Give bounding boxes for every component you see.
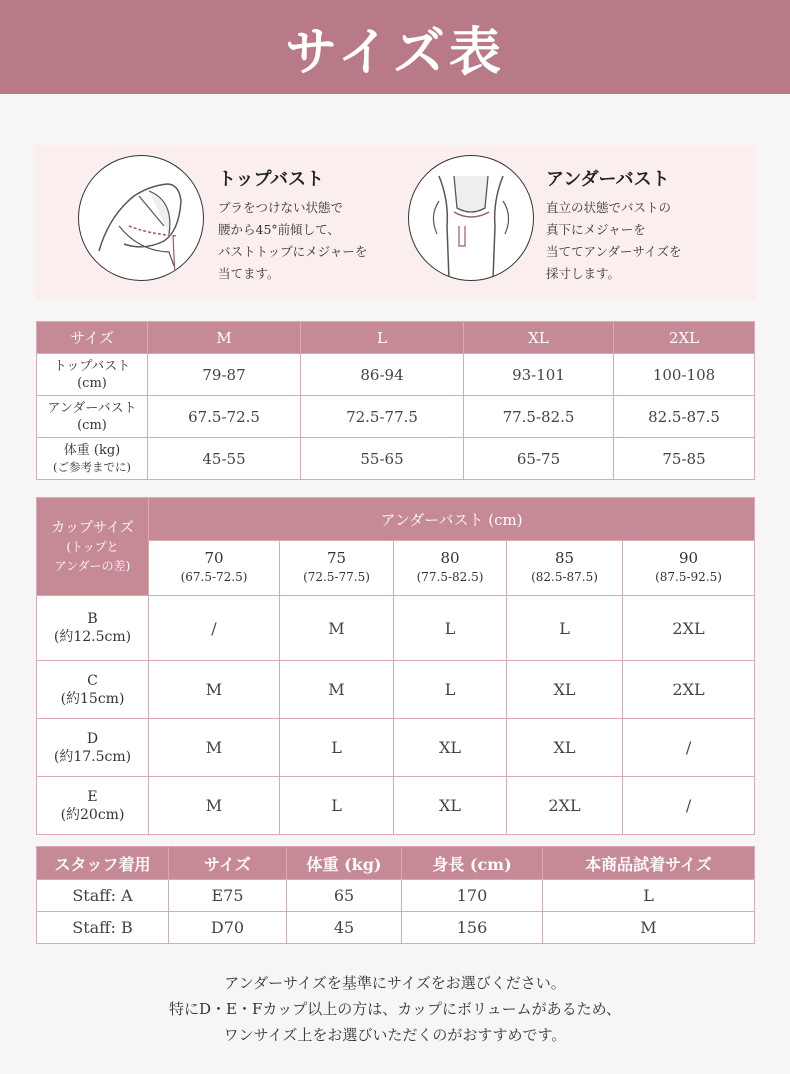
table-cell: 75-85 <box>614 438 755 480</box>
cup-table-title-row <box>37 498 755 541</box>
table-cell: E75 <box>169 880 287 912</box>
top-bust-desc-line: 当てます。 <box>218 266 280 281</box>
footer-line: 特にD・E・Fカップ以上の方は、カップにボリュームがあるため、 <box>168 1000 622 1018</box>
table-cell: XL <box>507 661 623 719</box>
page-title: サイズ表 <box>285 21 505 83</box>
row-label-line: トップバスト <box>53 358 131 374</box>
under-bust-heading: アンダーバスト (cm) <box>149 498 755 541</box>
staff-header-cell: サイズ <box>169 847 287 880</box>
top-bust-title: トップバスト <box>218 169 325 190</box>
table-cell: / <box>623 777 755 835</box>
under-bust-description <box>546 197 706 285</box>
table-cell: 72.5-77.5 <box>301 396 464 438</box>
row-label-line: (cm) <box>77 417 107 433</box>
cup-diff: (約20cm) <box>60 806 125 823</box>
table-cell: 45 <box>287 912 402 944</box>
size-table-header <box>37 322 755 354</box>
table-cell: M <box>149 661 280 719</box>
row-label <box>37 354 148 396</box>
footer-line: アンダーサイズを基準にサイズをお選びください。 <box>224 974 566 992</box>
page-header <box>0 0 790 94</box>
cup-label <box>37 777 149 835</box>
under-size-cell <box>280 541 394 596</box>
under-bust-desc-line: 真下にメジャーを <box>546 222 646 237</box>
under-bust-illustration <box>408 155 534 281</box>
size-header-cell: XL <box>464 322 614 354</box>
cup-letter: B <box>87 611 98 627</box>
table-cell: M <box>149 719 280 777</box>
row-label-line: (cm) <box>77 375 107 391</box>
table-cell: / <box>149 596 280 661</box>
table-cell: 93-101 <box>464 354 614 396</box>
cup-diff: (約15cm) <box>60 690 125 707</box>
cup-size-title: カップサイズ <box>51 519 134 536</box>
under-bust-guide <box>408 155 738 290</box>
under-range: (87.5-92.5) <box>655 570 722 584</box>
row-label-line: アンダーバスト <box>47 400 137 416</box>
table-cell: D70 <box>169 912 287 944</box>
footer-line: ワンサイズ上をお選びいただくのがおすすめです。 <box>223 1026 567 1044</box>
table-row <box>37 719 755 777</box>
under-size-cell <box>394 541 507 596</box>
under-range: (67.5-72.5) <box>180 570 248 584</box>
under-size: 80 <box>440 549 460 567</box>
size-table <box>36 321 755 480</box>
table-cell: 2XL <box>623 596 755 661</box>
row-label <box>37 438 148 480</box>
staff-name: Staff: B <box>37 912 169 944</box>
table-cell: 86-94 <box>301 354 464 396</box>
table-row <box>37 777 755 835</box>
size-header-cell: サイズ <box>37 322 148 354</box>
under-size-cell <box>623 541 755 596</box>
under-bust-title: アンダーバスト <box>546 169 670 190</box>
cup-diff: (約12.5cm) <box>53 629 132 645</box>
table-cell: 2XL <box>623 661 755 719</box>
table-cell: 82.5-87.5 <box>614 396 755 438</box>
staff-name: Staff: A <box>37 880 169 912</box>
under-range: (82.5-87.5) <box>531 570 598 584</box>
row-label-line: (ご参考までに) <box>53 459 131 474</box>
under-range: (72.5-77.5) <box>303 570 370 584</box>
cup-letter: D <box>86 730 99 747</box>
table-cell: 100-108 <box>614 354 755 396</box>
table-cell: 156 <box>402 912 543 944</box>
table-cell: 65 <box>287 880 402 912</box>
table-cell: 65-75 <box>464 438 614 480</box>
cup-size-table <box>36 497 755 835</box>
table-cell: / <box>623 719 755 777</box>
table-cell: 67.5-72.5 <box>148 396 301 438</box>
staff-table <box>36 846 755 944</box>
table-row <box>37 354 755 396</box>
table-cell: M <box>543 912 755 944</box>
top-bust-desc-line: バストトップにメジャーを <box>218 244 368 259</box>
footer-note <box>0 970 790 1048</box>
table-row <box>37 880 755 912</box>
table-cell: L <box>507 596 623 661</box>
under-size: 70 <box>204 549 224 567</box>
under-size: 75 <box>326 549 347 567</box>
table-cell: 2XL <box>507 777 623 835</box>
under-bust-desc-line: 採寸します。 <box>546 266 621 281</box>
cup-label <box>37 719 149 777</box>
staff-table-header <box>37 847 755 880</box>
table-cell: L <box>280 777 394 835</box>
under-size: 85 <box>554 549 575 567</box>
table-cell: 55-65 <box>301 438 464 480</box>
staff-header-cell: 身長 (cm) <box>402 847 543 880</box>
cup-size-sub: アンダーの差) <box>54 558 131 573</box>
cup-size-corner <box>37 498 149 596</box>
table-cell: M <box>280 596 394 661</box>
under-size-cell <box>507 541 623 596</box>
table-cell: 170 <box>402 880 543 912</box>
cup-diff: (約17.5cm) <box>53 748 132 765</box>
cup-label <box>37 661 149 719</box>
top-bust-illustration <box>78 155 204 281</box>
under-range: (77.5-82.5) <box>416 570 484 584</box>
table-cell: L <box>394 596 507 661</box>
cup-size-sub: (トップと <box>66 539 119 554</box>
row-label-line: 体重 (kg) <box>63 442 121 458</box>
size-header-cell: 2XL <box>614 322 755 354</box>
top-bust-description <box>218 197 378 285</box>
under-bust-desc-line: 直立の状態でバストの <box>546 200 672 215</box>
table-cell: XL <box>394 719 507 777</box>
table-cell: L <box>394 661 507 719</box>
measurement-guide <box>35 145 755 300</box>
row-label <box>37 396 148 438</box>
table-cell: 45-55 <box>148 438 301 480</box>
under-size: 90 <box>678 549 699 567</box>
size-header-cell: L <box>301 322 464 354</box>
table-cell: M <box>149 777 280 835</box>
table-cell: 79-87 <box>148 354 301 396</box>
top-bust-desc-line: 腰から45°前傾して、 <box>218 222 340 237</box>
under-size-cell <box>149 541 280 596</box>
cup-letter: C <box>87 672 98 689</box>
table-row <box>37 396 755 438</box>
under-bust-desc-line: 当ててアンダーサイズを <box>546 244 682 259</box>
table-row <box>37 596 755 661</box>
cup-label <box>37 596 149 661</box>
cup-letter: E <box>87 788 98 805</box>
table-row <box>37 438 755 480</box>
table-cell: L <box>543 880 755 912</box>
top-bust-guide <box>78 155 398 290</box>
staff-header-cell: スタッフ着用 <box>37 847 169 880</box>
size-header-cell: M <box>148 322 301 354</box>
table-cell: XL <box>507 719 623 777</box>
table-cell: L <box>280 719 394 777</box>
staff-header-cell: 本商品試着サイズ <box>543 847 755 880</box>
table-cell: M <box>280 661 394 719</box>
table-row <box>37 661 755 719</box>
table-row <box>37 912 755 944</box>
staff-header-cell: 体重 (kg) <box>287 847 402 880</box>
table-cell: XL <box>394 777 507 835</box>
top-bust-desc-line: ブラをつけない状態で <box>218 200 344 215</box>
table-cell: 77.5-82.5 <box>464 396 614 438</box>
